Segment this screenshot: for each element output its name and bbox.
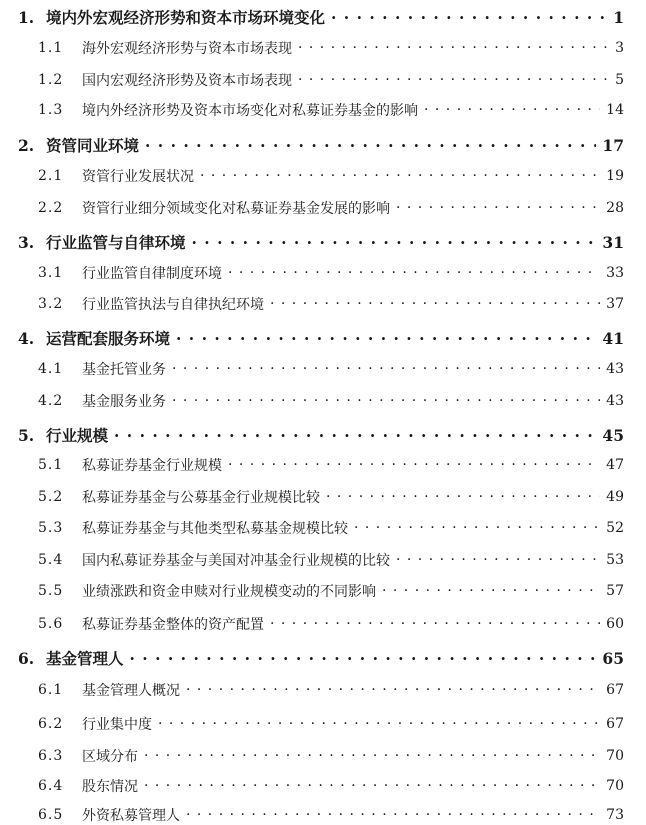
entry-title: 股东情况 (82, 779, 138, 795)
dot-leader (144, 778, 600, 793)
entry-number: 1.1 (38, 40, 64, 56)
toc-section-entry (0, 680, 646, 700)
entry-number: 3.2 (38, 296, 64, 312)
entry-number: 5.2 (38, 489, 64, 505)
entry-number: 5. (18, 425, 35, 445)
entry-number: 6.5 (38, 807, 64, 823)
dot-leader (200, 168, 600, 183)
toc-section-entry (0, 455, 646, 475)
dot-leader (172, 393, 600, 408)
entry-number: 6.4 (38, 778, 64, 794)
dot-leader (145, 136, 596, 153)
entry-title: 区域分布 (82, 749, 138, 765)
entry-title: 行业监管与自律环境 (46, 233, 186, 252)
entry-title: 境内外宏观经济形势和资本市场环境变化 (46, 8, 326, 27)
entry-number: 1. (18, 7, 35, 27)
dot-leader (424, 102, 600, 117)
entry-title: 私募证券基金整体的资产配置 (82, 617, 264, 633)
dot-leader (186, 682, 600, 697)
entry-title: 行业监管自律制度环境 (82, 266, 222, 282)
toc-chapter-entry (0, 134, 646, 156)
entry-page-number: 43 (606, 361, 624, 377)
entry-page-number: 14 (606, 102, 624, 118)
entry-title: 行业规模 (46, 426, 109, 445)
toc-section-entry (0, 359, 646, 379)
entry-number: 5.4 (38, 552, 64, 568)
entry-number: 2.2 (38, 200, 64, 216)
dot-leader (114, 426, 596, 443)
entry-page-number: 1 (613, 7, 624, 27)
entry-page-number: 37 (606, 296, 624, 312)
entry-title: 基金管理人概况 (82, 683, 180, 699)
toc-section-entry (0, 487, 646, 507)
toc-section-entry (0, 714, 646, 734)
entry-number: 1.2 (38, 72, 64, 88)
toc-section-entry (0, 38, 646, 58)
entry-page-number: 52 (606, 520, 624, 536)
entry-page-number: 41 (602, 328, 624, 348)
toc-section-entry (0, 263, 646, 283)
dot-leader (298, 72, 609, 87)
toc-section-entry (0, 550, 646, 570)
entry-title: 基金服务业务 (82, 394, 166, 410)
toc-chapter-entry (0, 424, 646, 446)
dot-leader (144, 748, 600, 763)
entry-title: 私募证券基金行业规模 (82, 458, 222, 474)
entry-page-number: 45 (602, 425, 624, 445)
entry-page-number: 3 (615, 40, 624, 56)
entry-number: 5.1 (38, 457, 64, 473)
entry-title: 国内私募证券基金与美国对冲基金行业规模的比较 (82, 553, 390, 569)
entry-page-number: 53 (606, 552, 624, 568)
entry-number: 4. (18, 328, 35, 348)
toc-section-entry (0, 746, 646, 766)
toc-section-entry (0, 391, 646, 411)
entry-title: 境内外经济形势及资本市场变化对私募证券基金的影响 (82, 103, 418, 119)
entry-number: 5.6 (38, 616, 64, 632)
dot-leader (228, 265, 600, 280)
entry-page-number: 43 (606, 393, 624, 409)
entry-title: 资管同业环境 (46, 136, 140, 155)
toc-section-entry (0, 581, 646, 601)
dot-leader (176, 329, 596, 346)
entry-title: 海外宏观经济形势与资本市场表现 (82, 41, 292, 57)
dot-leader (396, 200, 600, 215)
entry-page-number: 31 (602, 232, 624, 252)
entry-page-number: 67 (606, 682, 624, 698)
entry-title: 业绩涨跌和资金申赎对行业规模变动的不同影响 (82, 584, 376, 600)
dot-leader (158, 716, 600, 731)
entry-title: 私募证券基金与公募基金行业规模比较 (82, 490, 320, 506)
dot-leader (326, 489, 600, 504)
entry-title: 外资私募管理人 (82, 808, 180, 824)
dot-leader (186, 807, 600, 822)
entry-title: 资管行业发展状况 (82, 169, 194, 185)
dot-leader (228, 457, 600, 472)
toc-chapter-entry (0, 327, 646, 349)
entry-title: 资管行业细分领域变化对私募证券基金发展的影响 (82, 201, 390, 217)
entry-number: 1.3 (38, 102, 64, 118)
entry-page-number: 70 (606, 748, 624, 764)
dot-leader (172, 361, 600, 376)
dot-leader (270, 616, 600, 631)
dot-leader (270, 296, 600, 311)
toc-section-entry (0, 776, 646, 796)
entry-page-number: 60 (606, 616, 624, 632)
entry-number: 5.3 (38, 520, 64, 536)
entry-page-number: 57 (606, 583, 624, 599)
toc-section-entry (0, 100, 646, 120)
toc-section-entry (0, 166, 646, 186)
entry-title: 运营配套服务环境 (46, 329, 171, 348)
dot-leader (130, 649, 597, 666)
entry-number: 4.1 (38, 361, 64, 377)
entry-number: 3.1 (38, 265, 64, 281)
entry-page-number: 33 (606, 265, 624, 281)
entry-title: 基金托管业务 (82, 362, 166, 378)
entry-number: 6.2 (38, 716, 64, 732)
entry-number: 2.1 (38, 168, 64, 184)
entry-title: 行业集中度 (82, 717, 152, 733)
entry-number: 6.3 (38, 748, 64, 764)
entry-page-number: 28 (606, 200, 624, 216)
entry-number: 6. (18, 648, 35, 668)
entry-page-number: 49 (606, 489, 624, 505)
entry-number: 6.1 (38, 682, 64, 698)
entry-page-number: 73 (606, 807, 624, 823)
toc-chapter-entry (0, 231, 646, 253)
entry-page-number: 70 (606, 778, 624, 794)
dot-leader (354, 520, 600, 535)
entry-title: 私募证券基金与其他类型私募基金规模比较 (82, 521, 348, 537)
dot-leader (382, 583, 600, 598)
entry-title: 基金管理人 (46, 649, 124, 668)
entry-page-number: 5 (615, 72, 624, 88)
entry-title: 行业监管执法与自律执纪环境 (82, 297, 264, 313)
dot-leader (192, 233, 597, 250)
entry-number: 5.5 (38, 583, 64, 599)
entry-page-number: 65 (602, 648, 624, 668)
dot-leader (331, 8, 607, 25)
entry-page-number: 19 (606, 168, 624, 184)
toc-section-entry (0, 518, 646, 538)
entry-title: 国内宏观经济形势及资本市场表现 (82, 73, 292, 89)
entry-number: 4.2 (38, 393, 64, 409)
toc-section-entry (0, 805, 646, 825)
entry-number: 2. (18, 135, 35, 155)
dot-leader (396, 552, 600, 567)
toc-section-entry (0, 70, 646, 90)
entry-page-number: 47 (606, 457, 624, 473)
entry-page-number: 67 (606, 716, 624, 732)
toc-section-entry (0, 198, 646, 218)
dot-leader (298, 40, 609, 55)
toc-chapter-entry (0, 647, 646, 669)
toc-chapter-entry (0, 6, 646, 28)
entry-number: 3. (18, 232, 35, 252)
entry-page-number: 17 (602, 135, 624, 155)
toc-section-entry (0, 294, 646, 314)
toc-section-entry (0, 614, 646, 634)
